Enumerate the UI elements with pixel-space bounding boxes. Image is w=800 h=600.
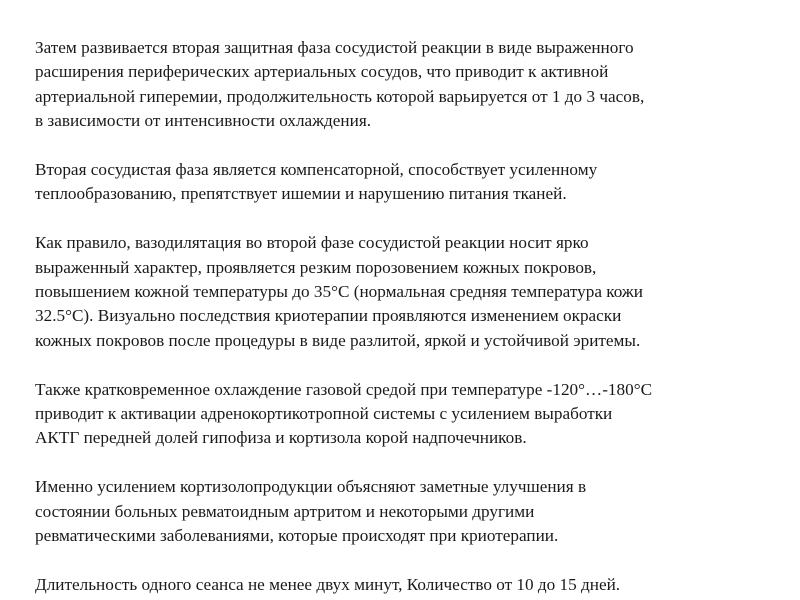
document-body — [35, 36, 790, 597]
text-line: артериальной гиперемии, продолжительность которой варьируется от 1 до 3 часов, — [35, 86, 645, 106]
text-line: в зависимости от интенсивности охлаждения. — [35, 111, 372, 131]
text-line: Затем развивается вторая защитная фаза сосудистой реакции в виде выраженного — [35, 38, 634, 57]
paragraph-cortisol-effects — [35, 475, 790, 548]
text-line: Как правило, вазодилятация во второй фазе сосудистой реакции носит ярко — [35, 233, 589, 253]
text-line: повышением кожной температуры до 35°С (нормальная средняя температура кожи — [35, 282, 643, 302]
paragraph-compensatory-phase — [35, 158, 790, 207]
text-line: выраженный характер, проявляется резким порозовением кожных покровов, — [35, 257, 597, 277]
text-line: теплообразованию, препятствует ишемии и нарушению питания тканей. — [35, 184, 567, 204]
paragraph-second-vascular-phase — [35, 36, 790, 134]
text-line: Именно усилением кортизолопродукции объясняют заметные улучшения в — [35, 477, 587, 497]
text-line: 32.5°С). Визуально последствия криотерапии проявляются изменением окраски — [35, 306, 622, 326]
text-line: Длительность одного сеанса не менее двух минут, Количество от 10 до 15 дней. — [35, 574, 621, 594]
text-line: Вторая сосудистая фаза является компенсаторной, способствует усиленному — [35, 160, 598, 180]
paragraph-session-duration — [35, 573, 790, 597]
text-line: Также кратковременное охлаждение газовой средой при температуре -120°…-180°С — [35, 379, 653, 399]
text-line: ревматическими заболеваниями, которые происходят при криотерапии. — [35, 526, 559, 546]
paragraph-acth-activation — [35, 378, 790, 451]
text-line: расширения периферических артериальных сосудов, что приводит к активной — [35, 62, 609, 82]
text-line: АКТГ передней долей гипофиза и кортизола корой надпочечников. — [35, 428, 527, 448]
paragraph-vasodilation — [35, 231, 790, 353]
text-line: приводит к активации адренокортикотропной системы с усилением выработки — [35, 404, 613, 424]
text-line: кожных покровов после процедуры в виде разлитой, яркой и устойчивой эритемы. — [35, 330, 641, 350]
text-line: состоянии больных ревматоидным артритом и некоторыми другими — [35, 501, 535, 521]
